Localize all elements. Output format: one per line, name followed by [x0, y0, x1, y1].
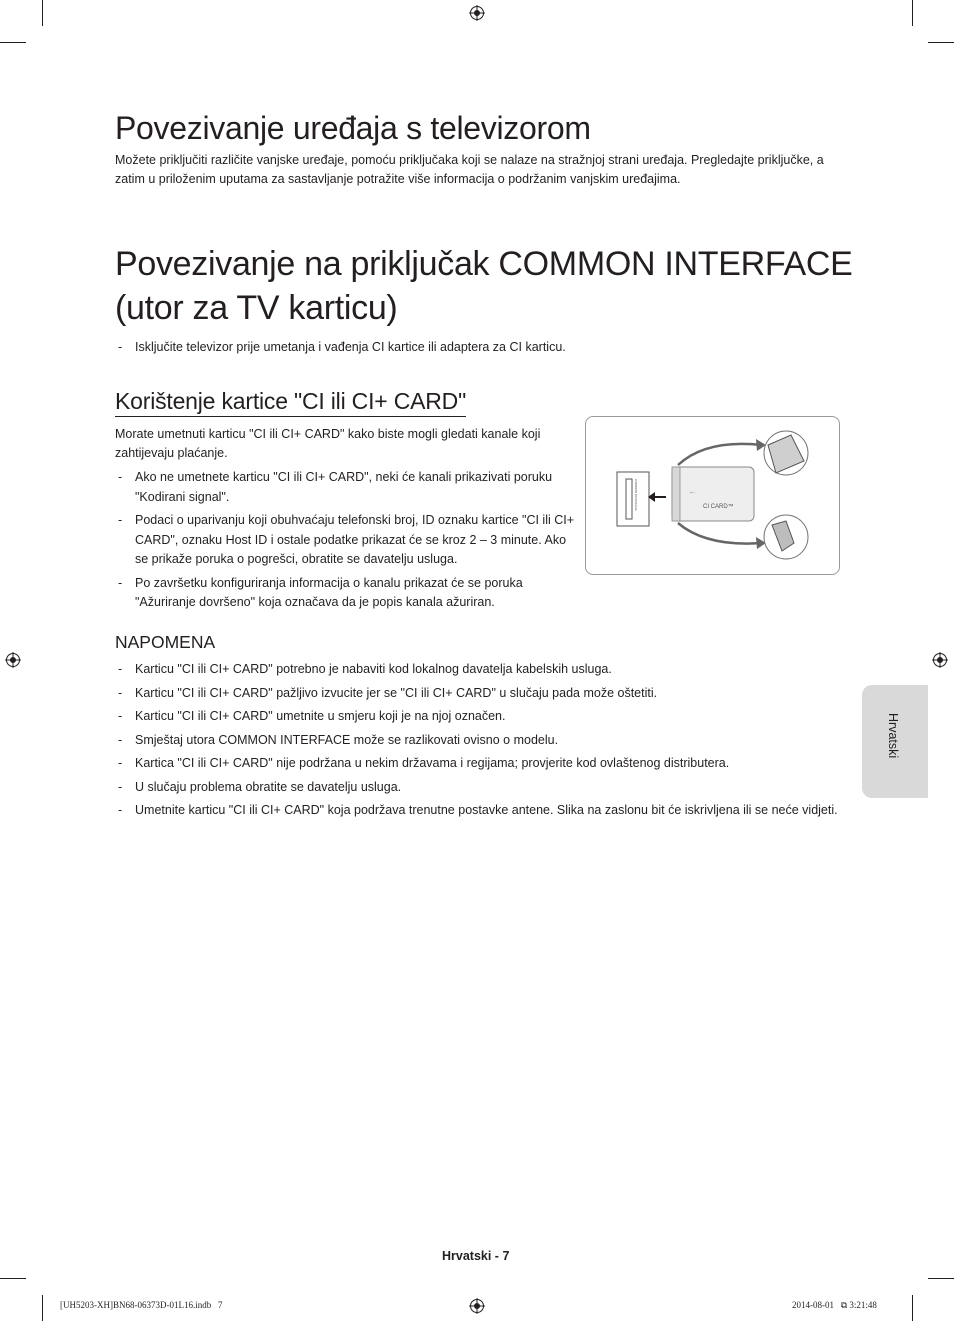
napomena-list: [115, 660, 845, 821]
ci-card-illustration: [585, 416, 840, 575]
intro-paragraph: Možete priključiti različite vanjske uređaje, pomoću priključaka koji se nalaze na stražnjoj strani uređaja. Pregledajte priključke, a zatim u priloženim uputama za sastavljanje potražite više informacija o podržanim vanjskim uređajima.: [115, 153, 824, 186]
registration-mark-icon: [469, 1298, 485, 1314]
registration-mark-icon: [5, 652, 21, 668]
page-number: Hrvatski - 7: [442, 1249, 510, 1263]
section-title-line-1: Povezivanje na priključak COMMON INTERFACE: [115, 245, 853, 283]
subsection-bullets: [115, 468, 575, 613]
crop-mark: [912, 0, 913, 26]
registration-mark-icon: [469, 5, 485, 21]
footer-file-name: [UH5203-XH]BN68-06373D-01L16.indb 7: [60, 1300, 223, 1310]
ci-card-label: CI CARD™: [703, 504, 734, 510]
napomena-title: NAPOMENA: [115, 632, 216, 652]
list-item: - Karticu "CI ili CI+ CARD" potrebno je nabaviti kod lokalnog davatelja kabelskih usluga.: [115, 660, 845, 680]
list-item: - Podaci o uparivanju koji obuhvaćaju telefonski broj, ID oznaku kartice "CI ili CI+ CARD", oznaku Host ID i ostale podatke prikazat će se kroz 2 – 3 minute. Ako se prikaže poruka o pogrešci, obratite se davatelju usluga.: [115, 511, 575, 570]
subsection-title: Korištenje kartice "CI ili CI+ CARD": [115, 388, 466, 417]
crop-mark: [912, 1295, 913, 1321]
crop-mark: [0, 42, 26, 43]
footer-date: 2014-08-01 ⧉ 3:21:48: [792, 1300, 877, 1310]
page-title: Povezivanje uređaja s televizorom: [115, 110, 591, 146]
list-item: - Karticu "CI ili CI+ CARD" pažljivo izvucite jer se "CI ili CI+ CARD" u slučaju pada može oštetiti.: [115, 684, 845, 704]
section-title: [115, 242, 853, 330]
section-note: - Isključite televizor prije umetanja i vađenja CI kartice ili adaptera za CI karticu.: [115, 338, 845, 358]
subsection-paragraph: Morate umetnuti karticu "CI ili CI+ CARD" kako biste mogli gledati kanale koji zahtijevaju plaćanje.: [115, 427, 541, 460]
list-item: - Po završetku konfiguriranja informacija o kanalu prikazat će se poruka "Ažuriranje dovršeno" koja označava da je popis kanala ažuriran.: [115, 574, 575, 613]
list-item: - Kartica "CI ili CI+ CARD" nije podržana u nekim državama i regijama; provjerite kod ovlaštenog distributera.: [115, 754, 845, 774]
svg-text:←: ←: [688, 486, 697, 496]
section-title-line-2: (utor za TV karticu): [115, 289, 398, 327]
crop-mark: [0, 1278, 26, 1279]
list-item: - Umetnite karticu "CI ili CI+ CARD" koja podržava trenutne postavke antene. Slika na zaslonu bit će iskrivljena ili se neće vidjeti.: [115, 801, 845, 821]
common-interface-slot-label: COMMON INTERFACE: [634, 479, 638, 511]
language-side-tab: [862, 685, 928, 798]
crop-mark: [928, 1278, 954, 1279]
list-item: - Ako ne umetnete karticu "CI ili CI+ CARD", neki će kanali prikazivati poruku "Kodirani signal".: [115, 468, 575, 507]
section-note-list: [115, 338, 845, 358]
registration-mark-icon: [932, 652, 948, 668]
list-item: - Smještaj utora COMMON INTERFACE može se razlikovati ovisno o modelu.: [115, 731, 845, 751]
language-side-tab-label: Hrvatski: [886, 713, 900, 759]
crop-mark: [928, 42, 954, 43]
ci-card-diagram: [586, 417, 838, 573]
crop-mark: [42, 1295, 43, 1321]
crop-mark: [42, 0, 43, 26]
list-item: - U slučaju problema obratite se davatelju usluga.: [115, 778, 845, 798]
list-item: - Karticu "CI ili CI+ CARD" umetnite u smjeru koji je na njoj označen.: [115, 707, 845, 727]
